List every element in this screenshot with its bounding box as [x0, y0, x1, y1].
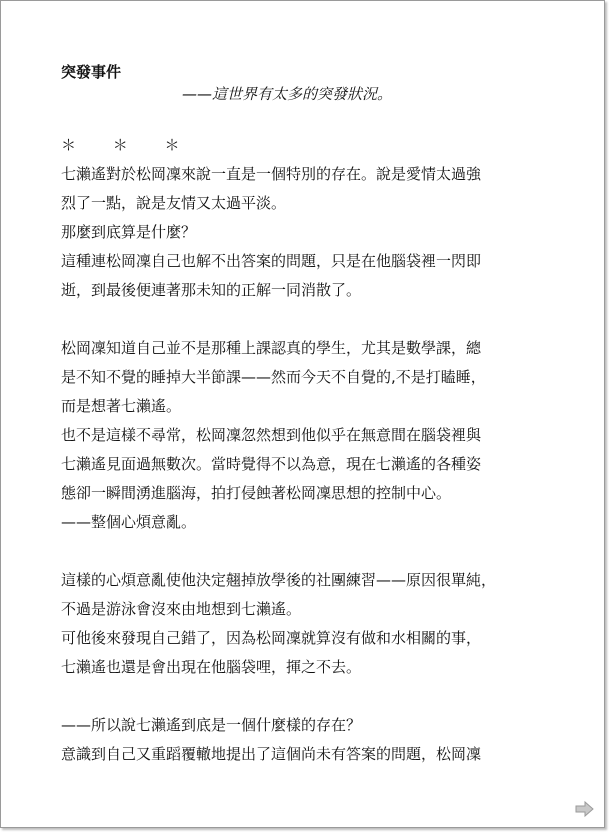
- body-line: 烈了一點，說是友情又太過平淡。: [61, 194, 287, 212]
- body-line: 逝，到最後便連著那未知的正解一同消散了。: [61, 281, 362, 299]
- body-line: 這種連松岡凜自己也解不出答案的問題，只是在他腦袋裡一閃即: [61, 252, 482, 270]
- document-body: [61, 131, 561, 769]
- body-line: 七瀨遙對於松岡凜來說一直是一個特別的存在。說是愛情太過強: [61, 165, 482, 183]
- body-line: 是不知不覺的睡掉大半節課——然而今天不自覺的,不是打瞌睡，: [61, 368, 486, 386]
- body-line: 而是想著七瀨遙。: [61, 397, 182, 415]
- body-line: ——整個心煩意亂。: [61, 513, 197, 531]
- body-line: ——所以說七瀨遙到底是一個什麼樣的存在？: [61, 716, 362, 734]
- body-line: 態卻一瞬間湧進腦海，拍打侵蝕著松岡凜思想的控制中心。: [61, 484, 452, 502]
- body-line: 可他後來發現自己錯了，因為松岡凜就算沒有做和水相關的事，: [61, 629, 482, 647]
- body-line: 也不是這樣不尋常，松岡凜忽然想到他似乎在無意間在腦袋裡與: [61, 426, 482, 444]
- document-subtitle: ——這世界有太多的突發狀況。: [182, 85, 393, 103]
- paragraph-gap: [61, 682, 561, 711]
- body-line: 那麼到底算是什麼？: [61, 223, 197, 241]
- body-line: 松岡凜知道自己並不是那種上課認真的學生，尤其是數學課，總: [61, 339, 482, 357]
- body-line: 七瀨遙也還是會出現在他腦袋哩，揮之不去。: [61, 658, 362, 676]
- body-line: 這樣的心煩意亂使他決定翹掉放學後的社團練習——原因很單純，: [61, 571, 497, 589]
- paragraph-gap: [61, 537, 561, 566]
- document-title: 突發事件: [61, 63, 122, 81]
- body-line: 不過是游泳會沒來由地想到七瀨遙。: [61, 600, 302, 618]
- document-content: [61, 61, 561, 769]
- body-line: 意識到自己又重蹈覆轍地提出了這個尚未有答案的問題，松岡凜: [61, 745, 482, 763]
- section-divider: ＊ ＊ ＊: [61, 136, 196, 154]
- next-page-button[interactable]: [574, 799, 596, 819]
- arrow-right-icon: [574, 799, 596, 819]
- body-line: 七瀨遙見面過無數次。當時覺得不以為意，現在七瀨遙的各種姿: [61, 455, 482, 473]
- paragraph-gap: [61, 305, 561, 334]
